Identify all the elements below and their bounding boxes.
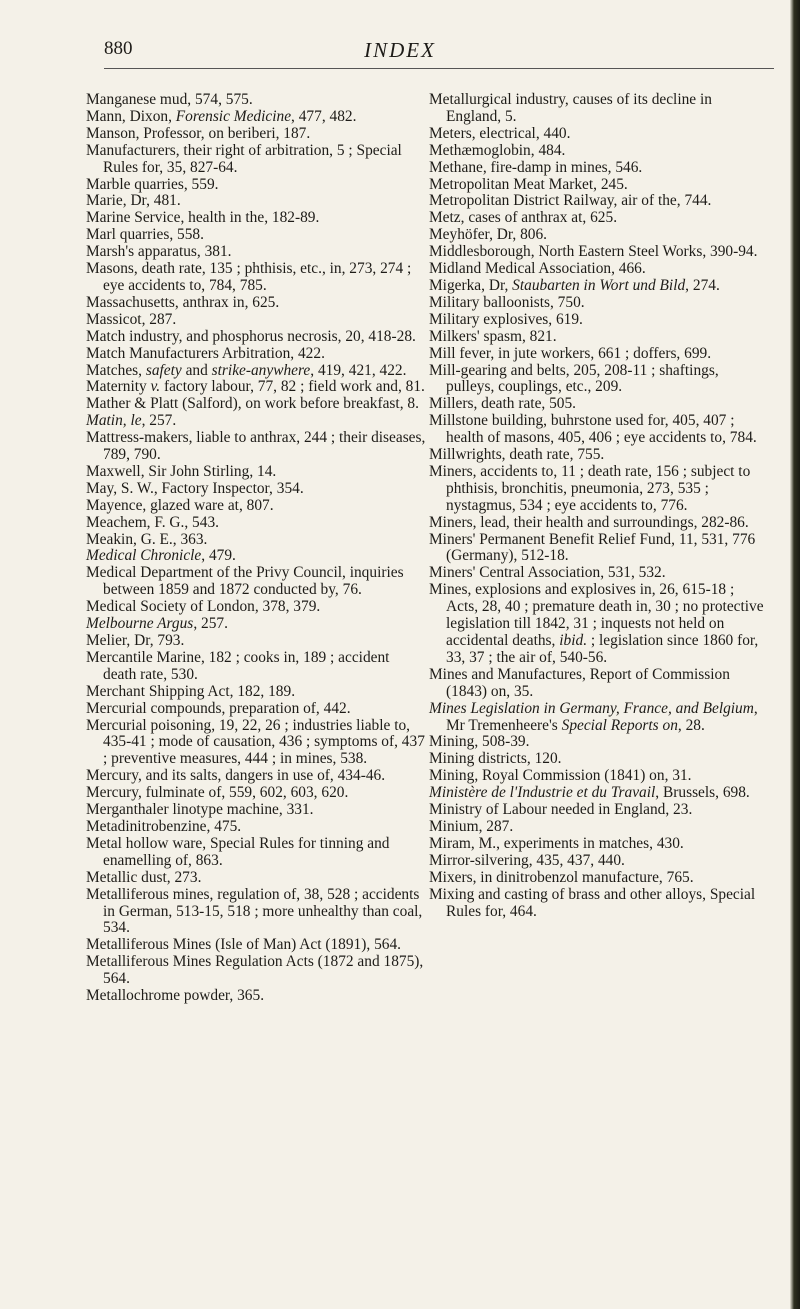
index-entry — [86, 565, 426, 599]
entry-text: Metallic dust, 273. — [86, 868, 202, 886]
entry-text: Marble quarries, 559. — [86, 175, 219, 193]
entry-text: Mining, 508-39. — [429, 733, 530, 751]
index-entry — [429, 853, 769, 870]
entry-text: Metadinitrobenzine, 475. — [86, 817, 242, 835]
entry-text: Mercantile Marine, 182 ; cooks in, 189 ; accident death rate, 530. — [86, 648, 390, 683]
index-entry — [86, 379, 426, 396]
index-entry — [429, 565, 769, 582]
entry-text: , 477, 482. — [291, 107, 357, 125]
entry-text: Millstone building, buhrstone used for, 405, 407 ; health of masons, 405, 406 ; eye accidents to, 784. — [429, 412, 757, 447]
index-entry — [429, 227, 769, 244]
entry-text: , Mr Tremenheere's — [446, 699, 758, 734]
entry-text: Marl quarries, 558. — [86, 226, 204, 244]
index-entry — [429, 667, 769, 701]
index-entry — [429, 532, 769, 566]
entry-text: Mill-gearing and belts, 205, 208-11 ; shaftings, pulleys, couplings, etc., 209. — [429, 361, 719, 396]
index-entry — [86, 633, 426, 650]
entry-italic-text: Forensic Medicine — [175, 107, 292, 125]
entry-text: Millers, death rate, 505. — [429, 395, 577, 413]
index-column-left — [86, 92, 426, 1005]
entry-text: Massachusetts, anthrax in, 625. — [86, 293, 280, 311]
index-entry — [86, 887, 426, 938]
index-entry — [86, 430, 426, 464]
index-entry — [429, 734, 769, 751]
entry-text: and — [181, 361, 212, 379]
entry-text: Mercurial poisoning, 19, 22, 26 ; industries liable to, 435-41 ; mode of causation, 436 ; symptoms of, 437 ; preventive measures, 444 ; in mines, 538. — [86, 716, 425, 768]
index-entry — [429, 836, 769, 853]
entry-text: Marsh's apparatus, 381. — [86, 243, 232, 261]
entry-text: Methane, fire-damp in mines, 546. — [429, 158, 643, 176]
entry-text: Mercurial compounds, preparation of, 442. — [86, 699, 351, 717]
entry-text: Maternity — [86, 378, 151, 396]
entry-text: Mill fever, in jute workers, 661 ; doffers, 699. — [429, 344, 712, 362]
entry-text: Metallurgical industry, causes of its decline in England, 5. — [429, 91, 712, 125]
index-column-right — [429, 92, 769, 920]
index-entry — [429, 193, 769, 210]
entry-text: May, S. W., Factory Inspector, 354. — [86, 479, 304, 497]
entry-italic-text: Matin, le — [86, 412, 142, 430]
index-entry — [429, 278, 769, 295]
entry-text: Merganthaler linotype machine, 331. — [86, 801, 314, 819]
index-entry — [86, 836, 426, 870]
index-entry — [429, 819, 769, 836]
entry-text: Midland Medical Association, 466. — [429, 260, 646, 278]
index-entry — [86, 988, 426, 1005]
index-entry — [86, 261, 426, 295]
entry-text: , 419, 421, 422. — [310, 361, 407, 379]
entry-italic-text: Medical Chronicle — [86, 547, 202, 565]
entry-text: Meakin, G. E., 363. — [86, 530, 208, 548]
header-rule — [104, 68, 774, 69]
entry-text: Milkers' spasm, 821. — [429, 327, 557, 345]
entry-italic-text: ibid. — [559, 632, 588, 649]
index-entry — [86, 227, 426, 244]
entry-italic-text: Ministère de l'Industrie et du Travail — [429, 784, 656, 802]
entry-italic-text: strike-anywhere — [211, 361, 311, 379]
index-entry — [429, 295, 769, 312]
entry-text: Military balloonists, 750. — [429, 293, 585, 311]
entry-text: Marine Service, health in the, 182-89. — [86, 209, 320, 227]
entry-text: Migerka, Dr, — [429, 276, 513, 294]
index-entry — [429, 802, 769, 819]
index-entry — [86, 819, 426, 836]
entry-text: factory labour, 77, 82 ; field work and, 81. — [160, 378, 425, 396]
entry-text: Mining districts, 120. — [429, 750, 562, 768]
page-number: 880 — [104, 38, 133, 59]
entry-text: Meters, electrical, 440. — [429, 124, 571, 142]
index-entry — [429, 464, 769, 515]
entry-text: Miners, lead, their health and surroundings, 282-86. — [429, 513, 749, 531]
entry-text: Manganese mud, 574, 575. — [86, 91, 253, 108]
index-entry — [86, 177, 426, 194]
entry-text: Medical Department of the Privy Council, inquiries between 1859 and 1872 conducted by, 76. — [86, 564, 404, 599]
entry-text: Match industry, and phosphorus necrosis, 20, 418-28. — [86, 327, 416, 345]
index-entry — [86, 210, 426, 227]
index-entry — [86, 312, 426, 329]
entry-text: Mann, Dixon, — [86, 107, 176, 125]
index-entry — [429, 126, 769, 143]
index-entry — [86, 143, 426, 177]
entry-text: Medical Society of London, 378, 379. — [86, 598, 321, 616]
entry-text: Masons, death rate, 135 ; phthisis, etc., in, 273, 274 ; eye accidents to, 784, 785. — [86, 260, 412, 294]
entry-text: Miners, accidents to, 11 ; death rate, 156 ; subject to phthisis, bronchitis, pneumonia, 273, 535 ; nystagmus, 534 ; eye accidents to, 776. — [429, 462, 751, 514]
index-entry — [429, 768, 769, 785]
entry-text: , 274. — [685, 276, 720, 294]
index-entry — [86, 92, 426, 109]
index-entry — [86, 244, 426, 261]
index-entry — [429, 210, 769, 227]
page-edge — [790, 0, 800, 1309]
index-entry — [86, 396, 426, 413]
index-entry — [429, 329, 769, 346]
index-entry — [86, 954, 426, 988]
entry-text: , Brussels, 698. — [655, 784, 750, 802]
entry-text: Mercury, fulminate of, 559, 602, 603, 620. — [86, 784, 349, 802]
entry-italic-text: safety — [145, 361, 182, 379]
index-entry — [86, 481, 426, 498]
index-entry — [86, 650, 426, 684]
index-entry — [429, 160, 769, 177]
index-entry — [86, 684, 426, 701]
entry-text: Mayence, glazed ware at, 807. — [86, 496, 274, 514]
entry-text: Manson, Professor, on beriberi, 187. — [86, 124, 311, 142]
entry-text: Maxwell, Sir John Stirling, 14. — [86, 462, 277, 480]
entry-text: Mines and Manufactures, Report of Commission (1843) on, 35. — [429, 665, 730, 700]
index-entry — [86, 413, 426, 430]
entry-italic-text: Mines Legislation in Germany, France, and Belgium — [429, 699, 754, 717]
index-entry — [86, 937, 426, 954]
index-entry — [429, 582, 769, 667]
entry-text: Metallochrome powder, 365. — [86, 987, 265, 1005]
index-entry — [86, 109, 426, 126]
index-entry — [86, 616, 426, 633]
entry-italic-text: Melbourne Argus — [86, 615, 194, 633]
entry-text: Matches, — [86, 361, 146, 379]
index-entry — [429, 244, 769, 261]
entry-text: Metal hollow ware, Special Rules for tinning and enamelling of, 863. — [86, 834, 390, 869]
entry-text: , 28. — [677, 716, 705, 734]
index-entry — [429, 143, 769, 160]
entry-text: Military explosives, 619. — [429, 310, 583, 328]
entry-text: Metz, cases of anthrax at, 625. — [429, 209, 618, 227]
index-entry — [86, 515, 426, 532]
entry-text: Massicot, 287. — [86, 310, 177, 328]
index-entry — [429, 261, 769, 278]
entry-italic-text: v. — [150, 378, 161, 396]
index-entry — [86, 346, 426, 363]
index-entry — [86, 498, 426, 515]
entry-italic-text: Staubarten in Wort und Bild — [512, 276, 686, 294]
entry-text: , 479. — [201, 547, 236, 565]
entry-text: Metalliferous Mines Regulation Acts (1872 and 1875), 564. — [86, 953, 424, 988]
entry-text: Miram, M., experiments in matches, 430. — [429, 834, 684, 852]
index-entry — [429, 447, 769, 464]
index-entry — [429, 785, 769, 802]
index-entry — [86, 718, 426, 769]
entry-italic-text: Special Reports on — [561, 716, 678, 734]
index-entry — [429, 515, 769, 532]
index-entry — [86, 768, 426, 785]
index-entry — [86, 329, 426, 346]
index-entry — [429, 751, 769, 768]
entry-text: Mixing and casting of brass and other alloys, Special Rules for, 464. — [429, 885, 756, 920]
entry-text: Mather & Platt (Salford), on work before breakfast, 8. — [86, 395, 419, 413]
entry-text: Marie, Dr, 481. — [86, 192, 181, 210]
entry-text: , 257. — [193, 615, 228, 633]
index-entry — [86, 363, 426, 380]
index-entry — [429, 363, 769, 397]
index-entry — [86, 532, 426, 549]
index-entry — [429, 177, 769, 194]
index-entry — [86, 126, 426, 143]
index-entry — [86, 464, 426, 481]
entry-text: Methæmoglobin, 484. — [429, 141, 566, 159]
entry-text: Match Manufacturers Arbitration, 422. — [86, 344, 325, 362]
entry-text: Merchant Shipping Act, 182, 189. — [86, 682, 296, 700]
index-entry — [86, 870, 426, 887]
entry-text: Miners' Central Association, 531, 532. — [429, 564, 666, 582]
entry-text: Mirror-silvering, 435, 437, 440. — [429, 851, 625, 869]
entry-text: Millwrights, death rate, 755. — [429, 446, 605, 464]
index-entry — [86, 701, 426, 718]
entry-text: Meachem, F. G., 543. — [86, 513, 219, 531]
index-entry — [86, 599, 426, 616]
index-entry — [86, 548, 426, 565]
entry-text: Mining, Royal Commission (1841) on, 31. — [429, 767, 692, 785]
entry-text: Metropolitan Meat Market, 245. — [429, 175, 628, 193]
entry-text: , 257. — [141, 412, 177, 430]
index-entry — [429, 346, 769, 363]
index-entry — [86, 193, 426, 210]
entry-text: Mercury, and its salts, dangers in use of, 434-46. — [86, 767, 386, 785]
index-entry — [86, 802, 426, 819]
entry-text: Metalliferous mines, regulation of, 38, 528 ; accidents in German, 513-15, 518 ; more unhealthy than coal, 534. — [86, 885, 423, 937]
index-entry — [429, 701, 769, 735]
entry-text: Metalliferous Mines (Isle of Man) Act (1891), 564. — [86, 936, 402, 954]
index-entry — [86, 785, 426, 802]
entry-text: Meyhöfer, Dr, 806. — [429, 226, 548, 244]
entry-text: Mines, explosions and explosives in, 26, 615-18 ; Acts, 28, 40 ; premature death in, 30 ; no protective legislation till 1842, 31 ; inquests not held on accidental deaths, — [429, 581, 764, 649]
index-entry — [429, 413, 769, 447]
entry-text: Minium, 287. — [429, 817, 514, 835]
page-title: INDEX — [364, 38, 436, 62]
index-entry — [429, 887, 769, 921]
entry-text: Mixers, in dinitrobenzol manufacture, 765. — [429, 868, 694, 886]
entry-text: Mattress-makers, liable to anthrax, 244 ; their diseases, 789, 790. — [86, 429, 426, 464]
index-entry — [86, 295, 426, 312]
entry-text: Metropolitan District Railway, air of the, 744. — [429, 192, 712, 210]
page-header — [0, 38, 800, 78]
entry-text: Ministry of Labour needed in England, 23. — [429, 801, 693, 819]
entry-text: ; legislation since 1860 for, 33, 37 ; the air of, 540-56. — [446, 632, 759, 666]
index-entry — [429, 92, 769, 126]
index-entry — [429, 870, 769, 887]
entry-text: Melier, Dr, 793. — [86, 632, 185, 649]
entry-text: Middlesborough, North Eastern Steel Works, 390-94. — [429, 243, 758, 261]
entry-text: Manufacturers, their right of arbitration, 5 ; Special Rules for, 35, 827-64. — [86, 141, 402, 176]
index-entry — [429, 312, 769, 329]
index-entry — [429, 396, 769, 413]
entry-text: Miners' Permanent Benefit Relief Fund, 11, 531, 776 (Germany), 512-18. — [429, 530, 756, 565]
